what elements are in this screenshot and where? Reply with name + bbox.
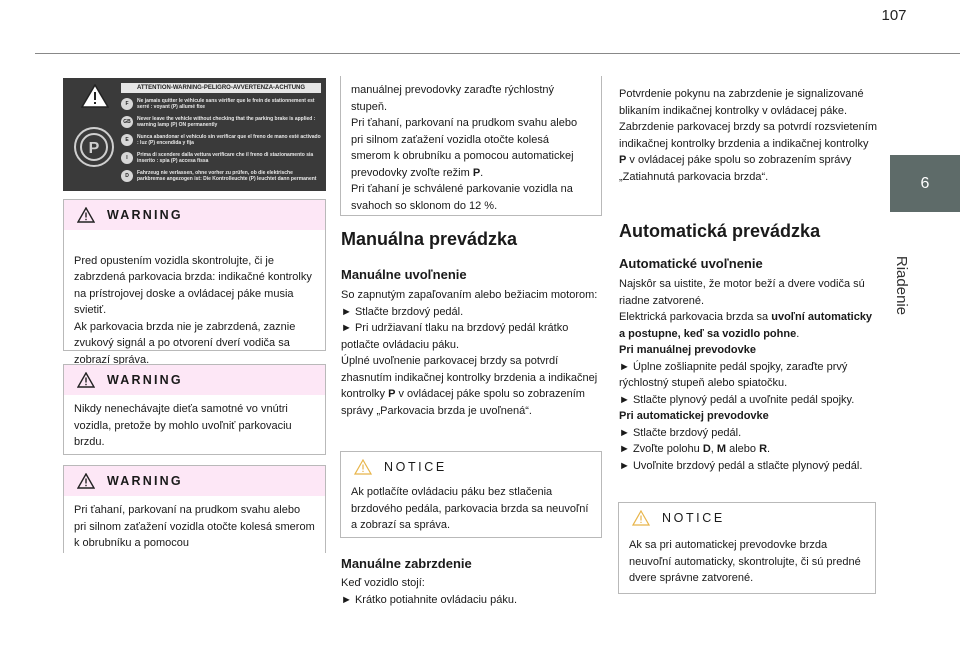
warning-label: WARNING [107, 473, 183, 488]
warning-box-continued [340, 76, 602, 216]
auto-gearbox-step-3: ► Uvoľnite brzdový pedál a stlačte plynový pedál. [619, 459, 863, 472]
warning-box-2 [63, 364, 326, 455]
language-flag: E [121, 134, 133, 146]
warning-icon [77, 473, 95, 489]
notice-body [341, 482, 601, 540]
auto-release-desc: Elektrická parkovacia brzda sa uvoľní automaticky a postupne, keď sa vozidlo pohne. [619, 311, 873, 340]
label-row-text: Never leave the vehicle without checking that the parking brake is applied : warning lamp (P) ON permanently [137, 116, 316, 128]
manual-gearbox-step-2: ► Stlačte plynový pedál a uvoľnite pedál spojky. [619, 393, 855, 406]
label-row [121, 116, 321, 131]
svg-text:P: P [88, 140, 100, 157]
label-row-text: Nunca abandonar el vehículo sin verificar que el freno de mano esté activado : luz (P) encendida y fija [137, 134, 321, 146]
release-step-2: ► Pri udržiavaní tlaku na brzdový pedál krátko potlačte ovládaciu páku. [341, 322, 569, 351]
language-flag: GB [121, 116, 133, 128]
auto-intro: Najskôr sa uistite, že motor beží a dvere vodiča sú riadne zatvorené. [619, 278, 865, 307]
notice-body [619, 533, 875, 593]
parking-brake-icon [73, 126, 115, 168]
label-row-text: Fahrzeug nie verlassen, ohne vorher zu prüfen, ob die elektrische parkbremse angezogen ist: Die Kontrolleuchte (P) leuchtet dann permanent [137, 170, 317, 182]
notice-text: Ak sa pri automatickej prevodovke brzda neuvoľní automaticky, skontrolujte, či sú predné dvere správne zatvorené. [629, 539, 861, 584]
label-row-text: Ne jamais quitter le véhicule sans vérifier que le frein de stationnement est serré : voyant (P) allumé fixe [137, 98, 315, 110]
page-number: 107 [881, 7, 907, 24]
warning-triangle-icon [81, 84, 109, 108]
notice-icon [632, 510, 650, 526]
warning-header [64, 200, 325, 230]
warning-label: WARNING [107, 207, 183, 222]
top-rule [35, 53, 960, 54]
manual-release-text [341, 287, 603, 419]
subsection-title-auto-release: Automatické uvoľnenie [619, 256, 763, 271]
language-flag: F [121, 98, 133, 110]
warning-body [341, 76, 601, 220]
apply-intro: Keď vozidlo stojí: [341, 577, 425, 589]
auto-gearbox-step-2: ► Zvoľte polohu D, M alebo R. [619, 443, 771, 455]
subsection-title-release: Manuálne uvoľnenie [341, 267, 467, 282]
label-row [121, 170, 321, 185]
warning-box-1 [63, 199, 326, 366]
warning-icon [77, 372, 95, 388]
warning-body [64, 496, 325, 558]
label-row [121, 98, 321, 113]
notice-box-2 [618, 502, 876, 594]
cont-text-1: manuálnej prevodovky zaraďte rýchlostný stupeň. [351, 84, 555, 113]
label-row [121, 134, 321, 149]
notice-icon [354, 459, 372, 475]
chapter-tab[interactable] [890, 155, 960, 212]
notice-header [619, 503, 875, 533]
cont-text-2: Pri ťahaní, parkovaní na prudkom svahu alebo pri silnom zaťažení vozidla otočte kolesá smerom k obrubníku a pomocou automatickej prevodovky zvoľte režim P. [351, 117, 578, 179]
warning-header [64, 365, 325, 395]
cont-text-3: Pri ťahaní je schválené parkovanie vozidla na svahoch so sklonom do 12 %. [351, 183, 573, 212]
warning-box-3 [63, 465, 326, 553]
chapter-title-text: Riadenie [893, 255, 911, 315]
warning-header [64, 466, 325, 496]
notice-header [341, 452, 601, 482]
release-confirmation: Úplné uvoľnenie parkovacej brzdy sa potvrdí zhasnutím indikačnej kontrolky brzdenia a indikačnej kontrolky P v ovládacej páke spolu so zobrazením správy „Parkovacia brzda je uvoľnená“. [341, 355, 598, 417]
warning-text: Pred opustením vozidla skontrolujte, či je zabrzdená parkovacia brzda: indikačné kontrolky na prístrojovej doske a ovládacej páke musia svietiť. Ak parkovacia brzda nie je zabrzdená, zaznie zvukový signál a po otvorení dverí vodiča sa zobrazí správa. [74, 254, 312, 366]
notice-box-1 [340, 451, 602, 538]
apply-blink-text: Potvrdenie pokynu na zabrzdenie je signalizované blikaním indikačnej kontrolky v ovládacej páke. [619, 88, 864, 117]
section-title-manual: Manuálna prevádzka [341, 229, 518, 249]
subsection-title-apply: Manuálne zabrzdenie [341, 556, 472, 571]
auto-release-text [619, 276, 877, 474]
section-title-automatic: Automatická prevádzka [619, 221, 821, 241]
apply-confirm-text: Zabrzdenie parkovacej brzdy sa potvrdí rozsvietením indikačnej kontrolky brzdenia a indikačnej kontrolky P v ovládacej páke spolu so zobrazením správy „Zatiahnutá parkovacia brzda“. [619, 121, 878, 183]
warning-body [64, 395, 325, 457]
warning-label: WARNING [107, 372, 183, 387]
warning-text: Pri ťahaní, parkovaní na prudkom svahu alebo pri silnom zaťažení vozidla otočte kolesá smerom k obrubníku a pomocou [74, 504, 315, 549]
release-step-1: ► Stlačte brzdový pedál. [341, 305, 464, 318]
chapter-number: 6 [920, 174, 930, 192]
warning-icon [77, 207, 95, 223]
label-banner: ATTENTION-WARNING-PELIGRO-AVVERTENZA-ACHTUNG [121, 83, 321, 93]
manual-gearbox-step-1: ► Úplne zošliapnite pedál spojky, zaraďte prvý rýchlostný stupeň alebo spiatočku. [619, 360, 848, 389]
apply-confirmation-text [619, 86, 877, 185]
language-flag: I [121, 152, 133, 164]
language-flag: D [121, 170, 133, 182]
notice-label: NOTICE [662, 510, 725, 525]
notice-text: Ak potlačíte ovládaciu páku bez stlačenia brzdového pedála, parkovacia brzda sa neuvoľní a zobrazí sa správa. [351, 486, 589, 531]
warning-text: Nikdy nenechávajte dieťa samotné vo vnútri vozidla, pretože by mohlo uvoľniť parkovaciu brzdu. [74, 403, 292, 448]
parking-brake-warning-label [63, 78, 326, 191]
manual-gearbox-head: Pri manuálnej prevodovke [619, 344, 756, 356]
manual-apply-text [341, 575, 603, 608]
auto-gearbox-step-1: ► Stlačte brzdový pedál. [619, 426, 742, 439]
apply-step-1: ► Krátko potiahnite ovládaciu páku. [341, 593, 517, 606]
label-row-text: Prima di scendere dalla vettura verificare che il freno di stazionamento sia inserito : spia (P) accesa fissa [137, 152, 314, 164]
release-intro: So zapnutým zapaľovaním alebo bežiacim motorom: [341, 289, 598, 301]
auto-gearbox-head: Pri automatickej prevodovke [619, 410, 769, 422]
label-rows [121, 98, 321, 188]
chapter-title [891, 250, 913, 320]
notice-label: NOTICE [384, 459, 447, 474]
label-row [121, 152, 321, 167]
